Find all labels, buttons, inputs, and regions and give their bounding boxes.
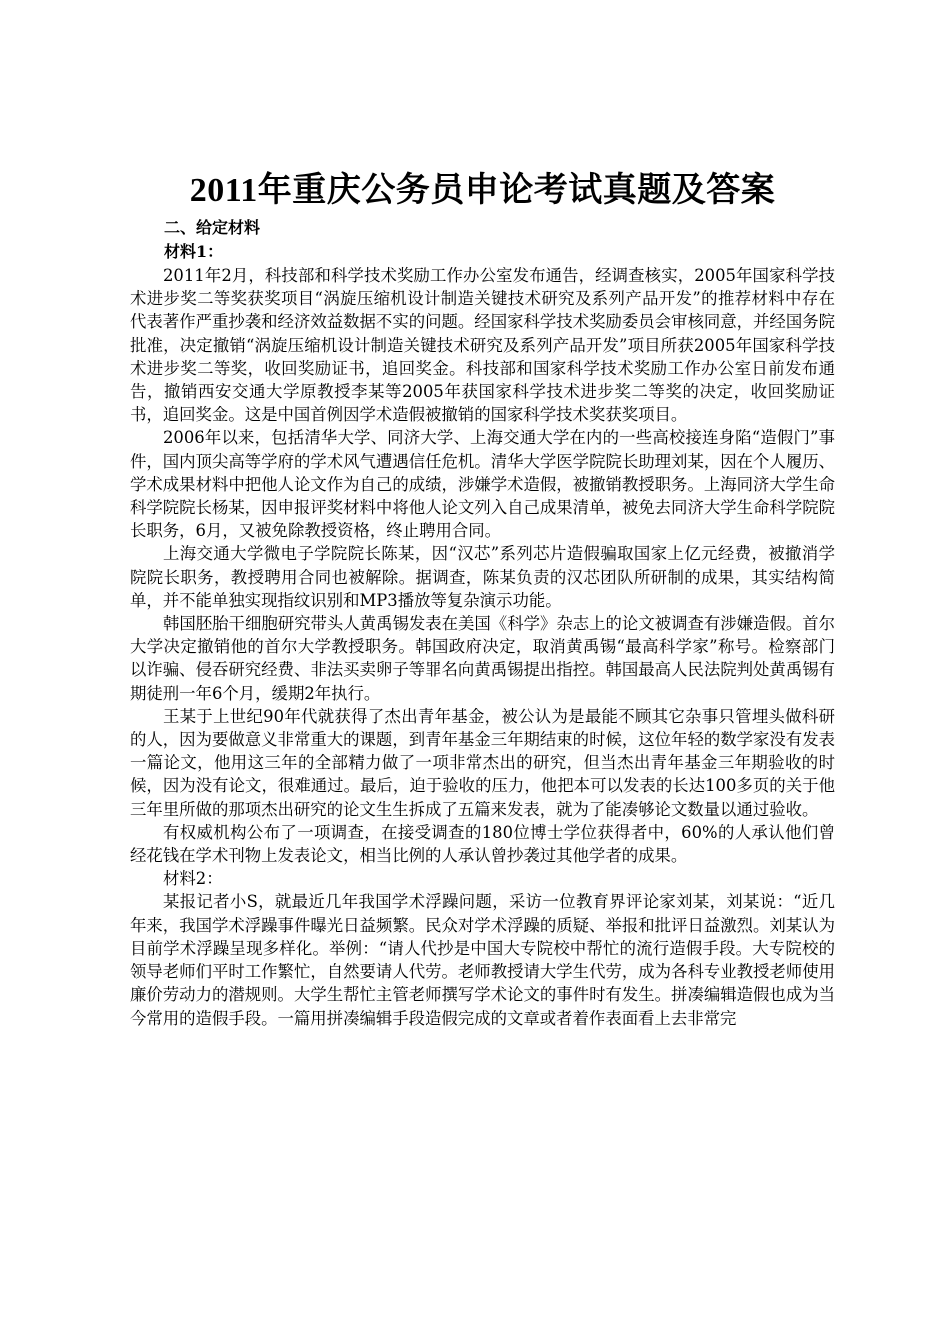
document-title: 2011年重庆公务员申论考试真题及答案 — [189, 172, 776, 209]
material-2-paragraph: 某报记者小S，就最近几年我国学术浮躁问题，采访一位教育界评论家刘某，刘某说：“近几年来，我国学术浮躁事件曝光日益频繁。民众对学术浮躁的质疑、举报和批评日益激烈。刘某认为目前学术浮躁呈现多样化。举例：“请人代抄是中国大专院校中帮忙的流行造假手段。大专院校的领导老师们平时工作繁忙，自然要请人代劳。老师教授请大学生代劳，成为各科专业教授老师使用廉价劳动力的潜规则。大学生帮忙主管老师撰写学术论文的事件时有发生。拼凑编辑造假也成为当今常用的造假手段。一篇用拼凑编辑手段造假完成的文章或者着作表面看上去非常完 — [130, 892, 835, 1028]
material-1-label: 材料1： — [164, 242, 224, 261]
material-1-paragraph: 韩国胚胎干细胞研究带头人黄禹锡发表在美国《科学》杂志上的论文被调查有涉嫌造假。首尔大学决定撤销他的首尔大学教授职务。韩国政府决定，取消黄禹锡“最高科学家”称号。检察部门以诈骗、侵吞研究经费、非法买卖卵子等罪名向黄禹锡提出指控。韩国最高人民法院判处黄禹锡有期徒刑一年6个月，缓期2年执行。 — [130, 614, 836, 703]
material-1-paragraph: 2006年以来，包括清华大学、同济大学、上海交通大学在内的一些高校接连身陷“造假门”事件，国内顶尖高等学府的学术风气遭遇信任危机。清华大学医学院院长助理刘某，因在个人履历、学术成果材料中把他人论文作为自己的成绩，涉嫌学术造假，被撤销教授职务。上海同济大学生命科学院院长杨某，因申报评奖材料中将他人论文列入自己成果清单，被免去同济大学生命科学院院长职务，6月，又被免除教授资格，终止聘用合同。 — [130, 428, 835, 541]
section-heading: 二、给定材料 — [164, 218, 261, 237]
material-2-label: 材料2： — [163, 869, 223, 889]
material-1-paragraph: 王某于上世纪90年代就获得了杰出青年基金，被公认为是最能不顾其它杂事只管埋头做科研的人，因为要做意义非常重大的课题，到青年基金三年期结束的时候，这位年轻的数学家没有发表一篇论文，他用这三年的全部精力做了一项非常杰出的研究，但当杰出青年基金三年期验收的时候，因为没有论文，很难通过。最后，迫于验收的压力，他把本可以发表的长达100多页的关于他三年里所做的那项杰出研究的论文生生拆成了五篇来发表，就为了能凑够论文数量以通过验收。 — [130, 706, 835, 819]
document-page — [130, 168, 835, 1030]
material-1-paragraph: 有权威机构公布了一项调查，在接受调查的180位博士学位获得者中，60%的人承认他们曾经花钱在学术刊物上发表论文，相当比例的人承认曾抄袭过其他学者的成果。 — [130, 822, 835, 866]
material-1-paragraph: 上海交通大学微电子学院院长陈某，因“汉芯”系列芯片造假骗取国家上亿元经费，被撤消学院院长职务，教授聘用合同也被解除。据调查，陈某负责的汉芯团队所研制的成果，其实结构简单，并不能单独实现指纹识别和MP3播放等复杂演示功能。 — [130, 544, 835, 610]
material-1-paragraph: 2011年2月，科技部和科学技术奖励工作办公室发布通告，经调查核实，2005年国家科学技术进步奖二等奖获奖项目“涡旋压缩机设计制造关键技术研究及系列产品开发”的推荐材料中存在代表著作严重抄袭和经济效益数据不实的问题。经国家科学技术奖励委员会审核同意，并经国务院批准，决定撤销“涡旋压缩机设计制造关键技术研究及系列产品开发”项目所获2005年国家科学技术进步奖二等奖，收回奖励证书，追回奖金。科技部和国家科学技术奖励工作办公室日前发布通告，撤销西安交通大学原教授李某等2005年获国家科学技术进步奖二等奖的决定，收回奖励证书，追回奖金。这是中国首例因学术造假被撤销的国家科学技术奖获奖项目。 — [130, 266, 835, 425]
